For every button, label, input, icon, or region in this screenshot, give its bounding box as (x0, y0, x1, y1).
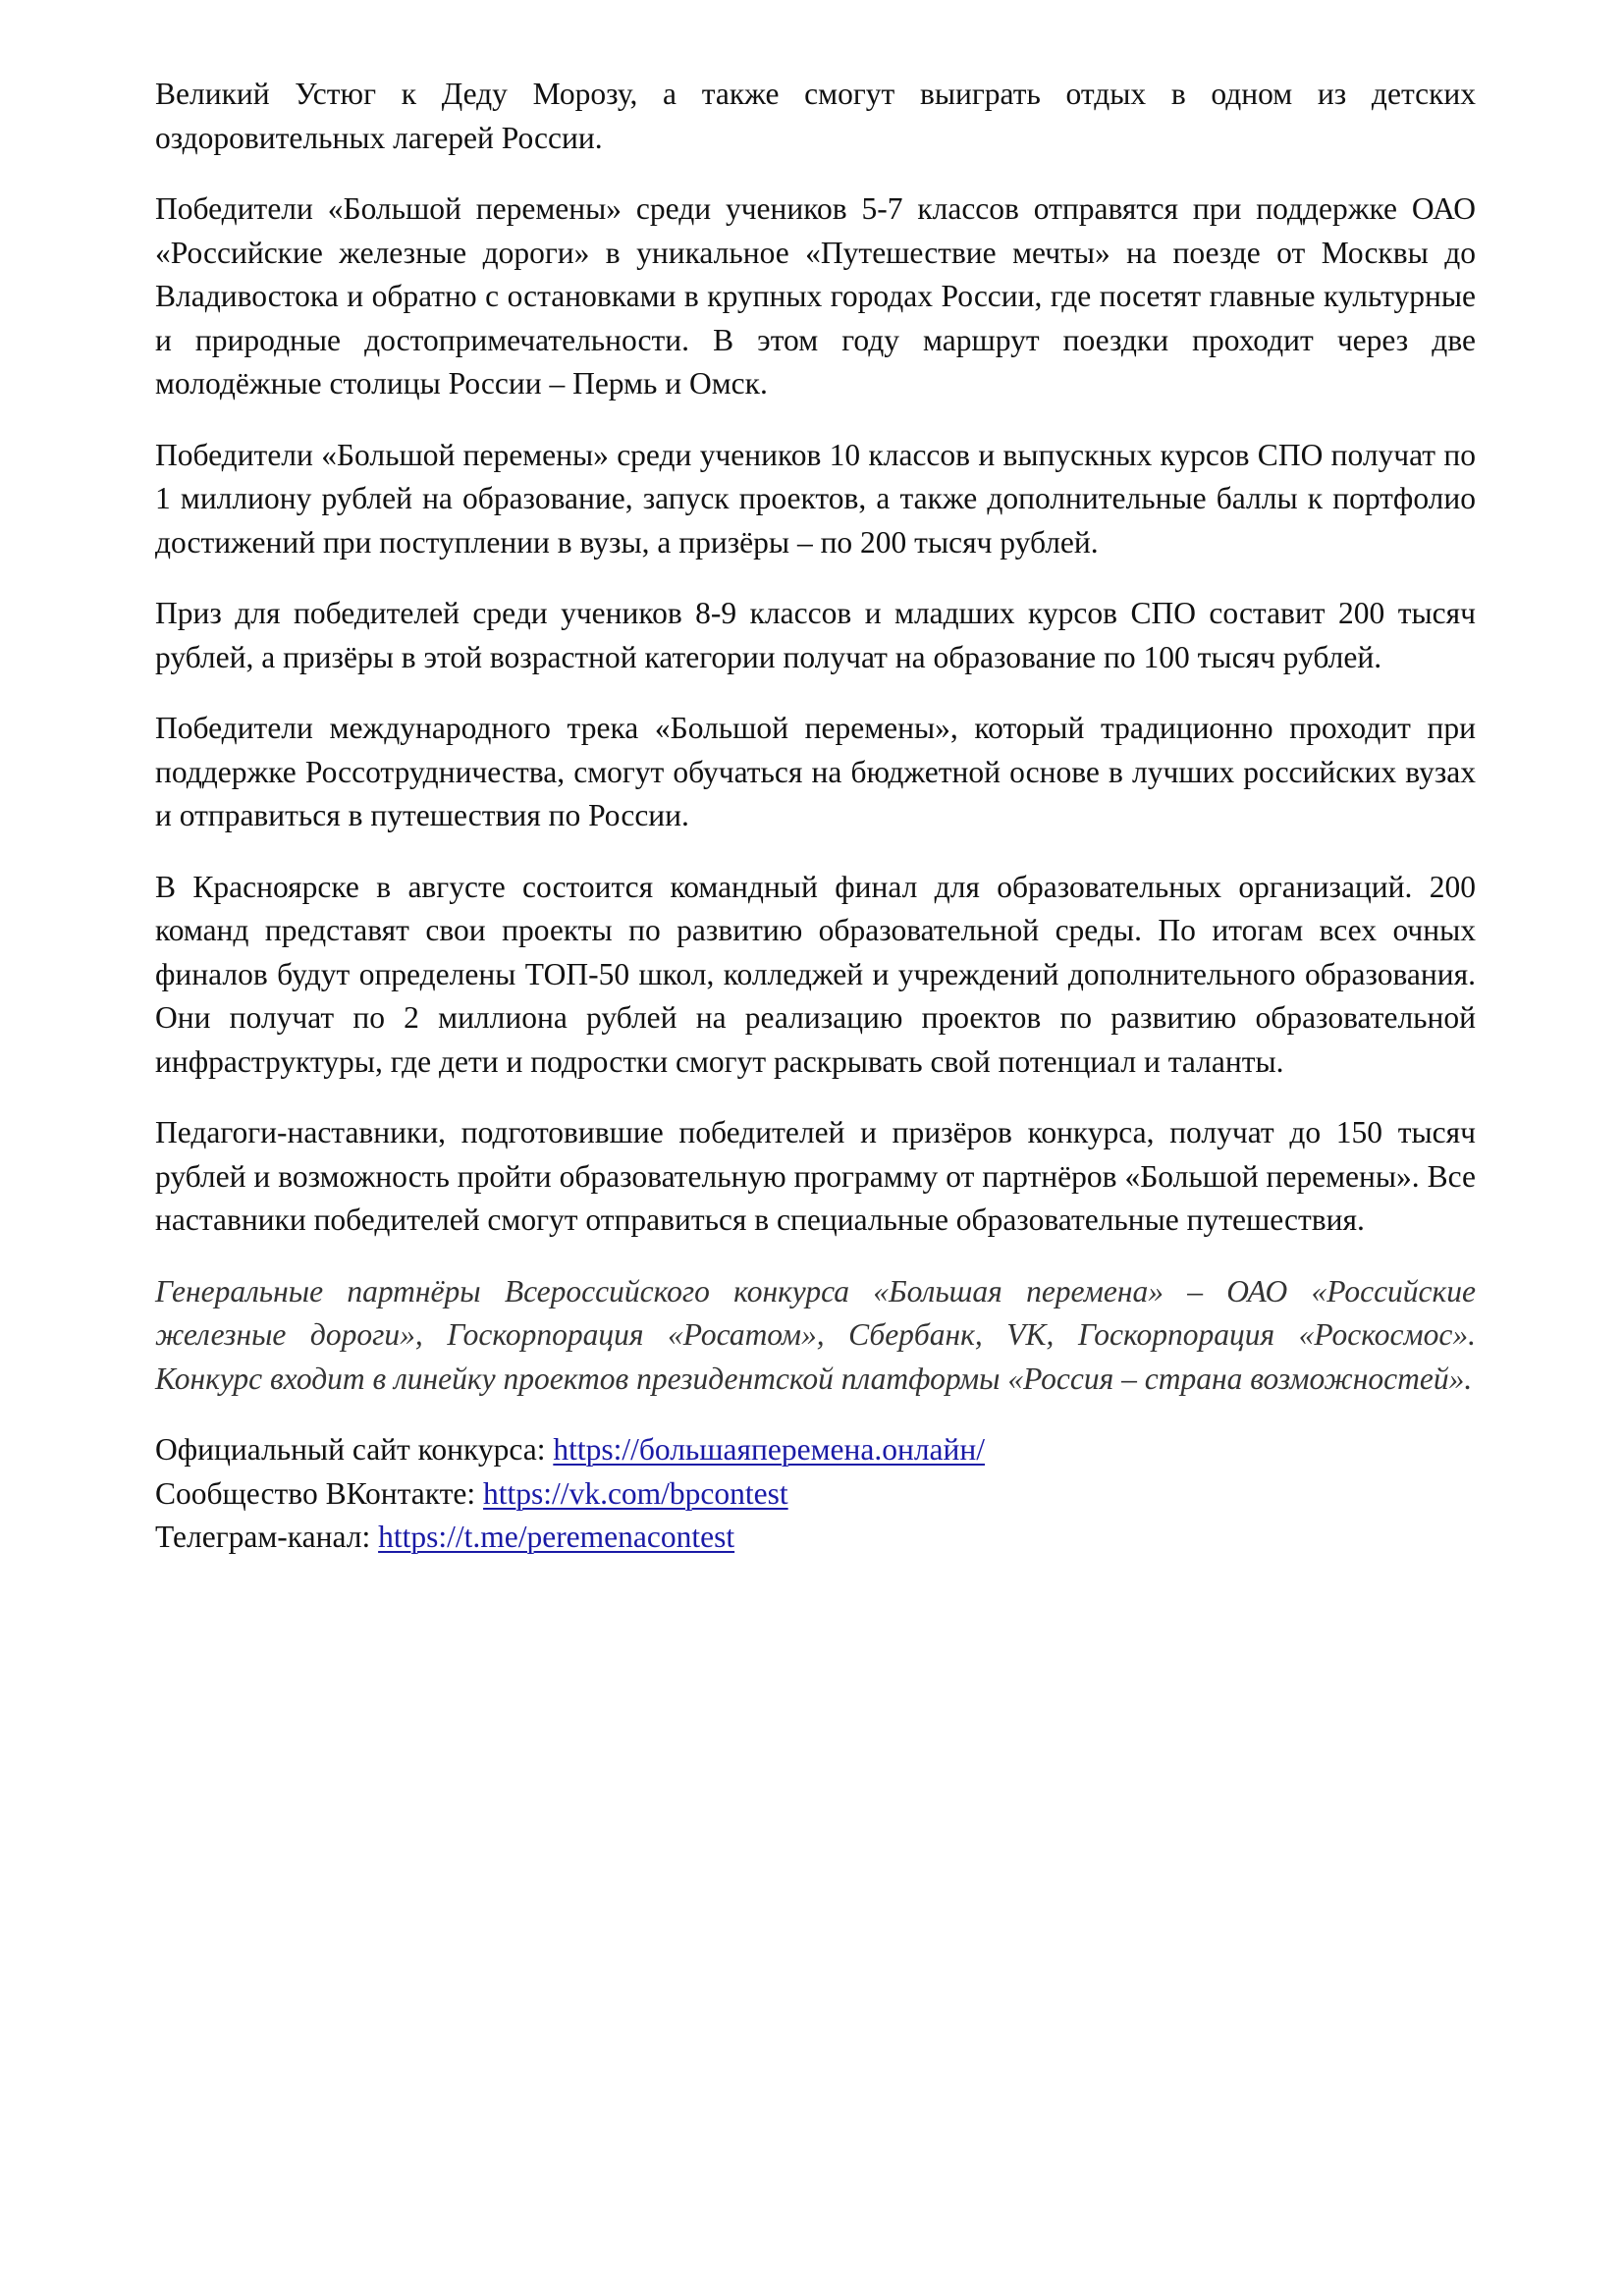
contact-links (155, 1428, 1476, 1560)
official-site-label: Официальный сайт конкурса: (155, 1432, 554, 1467)
partners-note: Генеральные партнёры Всероссийского конкурса «Большая перемена» – ОАО «Российские железные дороги», Госкорпорация «Росатом», Сбербанк, VK, Госкорпорация «Роскосмос». Конкурс входит в линейку проектов президентской платформы «Россия – страна возможностей». (155, 1273, 1476, 1396)
paragraph-mentors: Педагоги-наставники, подготовившие победителей и призёров конкурса, получат до 150 тысяч рублей и возможность пройти образовательную программу от партнёров «Большой перемены». Все наставники победителей смогут отправиться в специальные образовательные путешествия. (155, 1115, 1476, 1237)
paragraph-grades-8-9-prize: Приз для победителей среди учеников 8-9 классов и младших курсов СПО составит 200 тысяч рублей, а призёры в этой возрастной категории получат на образование по 100 тысяч рублей. (155, 596, 1476, 674)
official-site-line (155, 1428, 1476, 1472)
paragraph-intro-continuation: Великий Устюг к Деду Морозу, а также смогут выиграть отдых в одном из детских оздоровительных лагерей России. (155, 77, 1476, 155)
vk-community-line (155, 1472, 1476, 1517)
paragraph-grade-10-prize: Победители «Большой перемены» среди учеников 10 классов и выпускных курсов СПО получат по 1 миллиону рублей на образование, запуск проектов, а также дополнительные баллы к портфолио достижений при поступлении в вузы, а призёры – по 200 тысяч рублей. (155, 437, 1476, 560)
paragraph-team-final: В Красноярске в августе состоится командный финал для образовательных организаций. 200 команд представят свои проекты по развитию образовательной среды. По итогам всех очных финалов будут определены ТОП-50 школ, колледжей и учреждений дополнительного образования. Они получат по 2 миллиона рублей на реализацию проектов по развитию образовательной инфраструктуры, где дети и подростки смогут раскрывать свой потенциал и таланты. (155, 869, 1476, 1079)
vk-community-label: Сообщество ВКонтакте: (155, 1475, 484, 1511)
telegram-channel-link[interactable]: https://t.me/peremenacontest (378, 1520, 735, 1554)
document-page (155, 73, 1476, 1560)
vk-community-link[interactable]: https://vk.com/bpcontest (483, 1475, 788, 1511)
telegram-channel-label: Телеграм-канал: (155, 1520, 379, 1554)
paragraph-international-track: Победители международного трека «Большой перемены», который традиционно проходит при поддержке Россотрудничества, смогут обучаться на бюджетной основе в лучших российских вузах и отправиться в путешествия по России. (155, 711, 1476, 832)
telegram-channel-line (155, 1516, 1476, 1560)
official-site-link[interactable]: https://большаяперемена.онлайн/ (553, 1432, 985, 1467)
paragraph-grades-5-7-prize: Победители «Большой перемены» среди учеников 5-7 классов отправятся при поддержке ОАО «Российские железные дороги» в уникальное «Путешествие мечты» на поезде от Москвы до Владивостока и обратно с остановками в крупных городах России, где посетят главные культурные и природные достопримечательности. В этом году маршрут поездки проходит через две молодёжные столицы России – Пермь и Омск. (155, 191, 1476, 400)
